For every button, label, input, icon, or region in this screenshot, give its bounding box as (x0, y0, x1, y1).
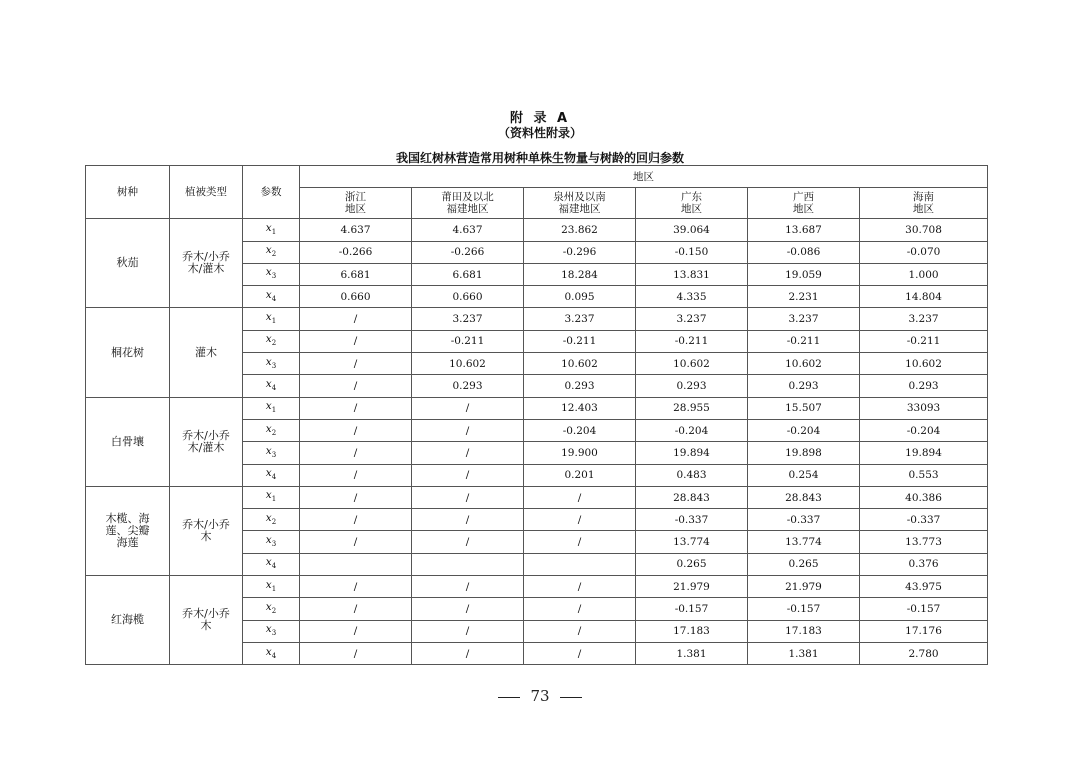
parameter-index: 2 (271, 339, 277, 348)
species-cell (86, 576, 170, 665)
value-cell: 40.386 (860, 486, 988, 508)
header-region-1 (412, 188, 524, 219)
vegetation-type: 乔木/小乔木/灌木 (182, 250, 230, 276)
region-name-line2: 地区 (345, 203, 366, 216)
value-cell: 12.403 (524, 397, 636, 419)
value-cell: 0.660 (412, 286, 524, 308)
parameter-cell (243, 553, 300, 575)
value-cell: 19.900 (524, 442, 636, 464)
vegetation-type-cell (170, 308, 243, 397)
value-cell: -0.211 (412, 330, 524, 352)
value-cell: / (300, 509, 412, 531)
value-cell: 1.000 (860, 263, 988, 285)
region-name-line2: 福建地区 (558, 203, 601, 216)
table-title: 我国红树林营造常用树种单株生物量与树龄的回归参数 (395, 151, 684, 165)
parameter-symbol: x (265, 333, 272, 346)
value-cell: 0.265 (748, 553, 860, 575)
parameter-symbol: x (265, 444, 272, 457)
parameter-cell (243, 576, 300, 598)
parameter-index: 4 (271, 384, 277, 393)
value-cell: / (412, 620, 524, 642)
region-name-line1: 广东 (681, 191, 702, 204)
value-cell: -0.266 (412, 241, 524, 263)
value-cell: 6.681 (300, 263, 412, 285)
species-cell (86, 486, 170, 575)
value-cell (412, 553, 524, 575)
vegetation-type: 乔木/小乔木 (182, 517, 230, 543)
value-cell: 3.237 (412, 308, 524, 330)
value-cell: / (412, 509, 524, 531)
value-cell: 3.237 (524, 308, 636, 330)
parameter-cell (243, 620, 300, 642)
header-species: 树种 (86, 166, 170, 219)
parameter-index: 4 (271, 651, 277, 660)
value-cell: / (412, 576, 524, 598)
value-cell: -0.157 (636, 598, 748, 620)
parameter-symbol: x (265, 645, 272, 658)
value-cell: -0.211 (524, 330, 636, 352)
header-region-4 (748, 188, 860, 219)
parameter-index: 3 (271, 450, 277, 459)
table-row (86, 486, 988, 508)
value-cell: 2.231 (748, 286, 860, 308)
parameter-symbol: x (265, 556, 272, 569)
vegetation-type: 乔木/小乔木 (182, 607, 230, 633)
parameter-index: 4 (271, 294, 277, 303)
parameter-cell (243, 330, 300, 352)
value-cell: 4.637 (300, 219, 412, 241)
value-cell: 10.602 (748, 353, 860, 375)
value-cell: 3.237 (636, 308, 748, 330)
value-cell: 10.602 (524, 353, 636, 375)
value-cell: 0.254 (748, 464, 860, 486)
parameter-cell (243, 308, 300, 330)
species-cell (86, 308, 170, 397)
species-cell (86, 397, 170, 486)
region-name-line1: 泉州及以南 (553, 191, 606, 204)
parameter-symbol: x (265, 311, 272, 324)
region-name-line2: 地区 (793, 203, 814, 216)
value-cell: 10.602 (860, 353, 988, 375)
value-cell: 39.064 (636, 219, 748, 241)
value-cell: -0.337 (748, 509, 860, 531)
parameter-symbol: x (265, 377, 272, 390)
value-cell: 4.335 (636, 286, 748, 308)
value-cell: / (412, 598, 524, 620)
value-cell: 3.237 (860, 308, 988, 330)
value-cell: 4.637 (412, 219, 524, 241)
value-cell: / (300, 330, 412, 352)
value-cell: -0.070 (860, 241, 988, 263)
parameter-symbol: x (265, 489, 272, 502)
value-cell: / (412, 642, 524, 664)
value-cell: / (300, 308, 412, 330)
value-cell: / (412, 442, 524, 464)
value-cell (524, 553, 636, 575)
parameter-symbol: x (265, 221, 272, 234)
parameter-cell (243, 598, 300, 620)
value-cell: -0.204 (636, 419, 748, 441)
value-cell: / (524, 598, 636, 620)
value-cell: 0.483 (636, 464, 748, 486)
value-cell: 13.774 (748, 531, 860, 553)
value-cell: 23.862 (524, 219, 636, 241)
value-cell: / (300, 419, 412, 441)
value-cell: 33093 (860, 397, 988, 419)
value-cell: 13.774 (636, 531, 748, 553)
value-cell: 21.979 (636, 576, 748, 598)
value-cell: 0.553 (860, 464, 988, 486)
species-name: 白骨壤 (111, 434, 144, 448)
header-region-5 (860, 188, 988, 219)
value-cell: / (412, 397, 524, 419)
header-region-0 (300, 188, 412, 219)
header-region-2 (524, 188, 636, 219)
value-cell (300, 553, 412, 575)
region-name-line2: 地区 (681, 203, 702, 216)
appendix-subtitle: （资料性附录） (497, 126, 582, 140)
table-row (86, 397, 988, 419)
parameter-index: 3 (271, 361, 277, 370)
header-parameter: 参数 (243, 166, 300, 219)
parameter-index: 4 (271, 473, 277, 482)
value-cell: 28.843 (636, 486, 748, 508)
value-cell: 13.687 (748, 219, 860, 241)
vegetation-type-cell (170, 219, 243, 308)
parameter-cell (243, 263, 300, 285)
parameter-index: 2 (271, 517, 277, 526)
page-number: 73 (530, 687, 550, 705)
footer-dash-right (560, 697, 582, 698)
species-name: 红海榄 (111, 613, 144, 627)
value-cell: 0.293 (636, 375, 748, 397)
value-cell: / (412, 531, 524, 553)
header-vegetation-type: 植被类型 (170, 166, 243, 219)
value-cell: 43.975 (860, 576, 988, 598)
value-cell: -0.296 (524, 241, 636, 263)
region-name-line2: 地区 (913, 203, 935, 216)
region-name-line2: 福建地区 (446, 203, 489, 216)
vegetation-type: 乔木/小乔木/灌木 (182, 428, 230, 454)
parameter-cell (243, 509, 300, 531)
value-cell: 10.602 (636, 353, 748, 375)
parameter-index: 3 (271, 272, 277, 281)
value-cell: / (300, 598, 412, 620)
parameter-index: 1 (271, 584, 277, 593)
value-cell: -0.211 (748, 330, 860, 352)
value-cell: 2.780 (860, 642, 988, 664)
value-cell: 0.376 (860, 553, 988, 575)
value-cell: -0.204 (860, 419, 988, 441)
value-cell: -0.211 (636, 330, 748, 352)
value-cell: 0.265 (636, 553, 748, 575)
parameter-symbol: x (265, 422, 272, 435)
parameter-cell (243, 353, 300, 375)
value-cell: -0.337 (860, 509, 988, 531)
value-cell: / (412, 464, 524, 486)
value-cell: 13.831 (636, 263, 748, 285)
appendix-title: 附 录 A (509, 111, 571, 126)
value-cell: 0.201 (524, 464, 636, 486)
parameter-symbol: x (265, 355, 272, 368)
vegetation-type-cell (170, 576, 243, 665)
value-cell: -0.266 (300, 241, 412, 263)
parameter-index: 2 (271, 428, 277, 437)
value-cell: 17.183 (636, 620, 748, 642)
parameter-symbol: x (265, 467, 272, 480)
header-region: 地区 (300, 166, 988, 188)
parameter-symbol: x (265, 244, 272, 257)
value-cell: / (300, 464, 412, 486)
parameter-symbol: x (265, 266, 272, 279)
value-cell: 28.843 (748, 486, 860, 508)
parameter-cell (243, 642, 300, 664)
value-cell: / (300, 620, 412, 642)
parameter-symbol: x (265, 534, 272, 547)
value-cell: -0.086 (748, 241, 860, 263)
parameter-cell (243, 219, 300, 241)
parameter-index: 4 (271, 562, 277, 571)
parameter-index: 2 (271, 607, 277, 616)
parameter-symbol: x (265, 511, 272, 524)
parameter-cell (243, 375, 300, 397)
parameter-index: 3 (271, 629, 277, 638)
value-cell: 17.176 (860, 620, 988, 642)
value-cell: / (300, 397, 412, 419)
parameter-index: 2 (271, 250, 277, 259)
value-cell: / (412, 419, 524, 441)
value-cell: 21.979 (748, 576, 860, 598)
species-name: 木榄、海莲、尖瓣海莲 (105, 511, 150, 549)
value-cell: 1.381 (636, 642, 748, 664)
parameter-cell (243, 397, 300, 419)
value-cell: 1.381 (748, 642, 860, 664)
value-cell: -0.204 (748, 419, 860, 441)
region-name-line1: 海南 (913, 191, 935, 204)
vegetation-type: 灌木 (195, 345, 217, 359)
header-region-3 (636, 188, 748, 219)
parameter-index: 1 (271, 406, 277, 415)
value-cell: / (524, 620, 636, 642)
value-cell: / (300, 353, 412, 375)
value-cell: 13.773 (860, 531, 988, 553)
value-cell: / (300, 442, 412, 464)
value-cell: / (524, 576, 636, 598)
value-cell: 14.804 (860, 286, 988, 308)
value-cell: 17.183 (748, 620, 860, 642)
value-cell: / (300, 642, 412, 664)
parameter-symbol: x (265, 623, 272, 636)
value-cell: / (412, 486, 524, 508)
value-cell: -0.204 (524, 419, 636, 441)
value-cell: -0.337 (636, 509, 748, 531)
parameter-cell (243, 419, 300, 441)
value-cell: 19.894 (636, 442, 748, 464)
value-cell: 15.507 (748, 397, 860, 419)
value-cell: 0.293 (524, 375, 636, 397)
value-cell: -0.157 (860, 598, 988, 620)
footer-dash-left (498, 697, 520, 698)
value-cell: / (524, 509, 636, 531)
value-cell: / (300, 375, 412, 397)
region-name-line1: 浙江 (345, 191, 366, 204)
parameter-symbol: x (265, 288, 272, 301)
value-cell: 0.293 (412, 375, 524, 397)
parameter-symbol: x (265, 600, 272, 613)
value-cell: 30.708 (860, 219, 988, 241)
table-row (86, 576, 988, 598)
value-cell: 0.095 (524, 286, 636, 308)
value-cell: 0.293 (748, 375, 860, 397)
parameter-index: 1 (271, 227, 277, 236)
value-cell: 19.059 (748, 263, 860, 285)
parameter-cell (243, 286, 300, 308)
value-cell: / (524, 531, 636, 553)
parameter-index: 1 (271, 317, 277, 326)
value-cell: -0.157 (748, 598, 860, 620)
value-cell: 28.955 (636, 397, 748, 419)
parameter-index: 3 (271, 540, 277, 549)
value-cell: / (524, 486, 636, 508)
table-body (86, 219, 988, 665)
regression-parameter-table (85, 165, 988, 665)
table-row (86, 308, 988, 330)
value-cell: 0.660 (300, 286, 412, 308)
value-cell: / (300, 531, 412, 553)
region-name-line1: 广西 (793, 191, 814, 204)
table-row (86, 219, 988, 241)
parameter-cell (243, 241, 300, 263)
parameter-symbol: x (265, 578, 272, 591)
value-cell: 18.284 (524, 263, 636, 285)
parameter-cell (243, 442, 300, 464)
value-cell: / (300, 486, 412, 508)
parameter-cell (243, 486, 300, 508)
parameter-cell (243, 531, 300, 553)
region-name-line1: 莆田及以北 (441, 191, 494, 204)
species-name: 秋茄 (116, 256, 139, 270)
value-cell: 0.293 (860, 375, 988, 397)
species-name: 桐花树 (111, 345, 144, 359)
vegetation-type-cell (170, 486, 243, 575)
species-cell (86, 219, 170, 308)
vegetation-type-cell (170, 397, 243, 486)
value-cell: / (300, 576, 412, 598)
value-cell: / (524, 642, 636, 664)
value-cell: 6.681 (412, 263, 524, 285)
parameter-index: 1 (271, 495, 277, 504)
value-cell: 10.602 (412, 353, 524, 375)
page-footer (0, 687, 1080, 705)
value-cell: -0.211 (860, 330, 988, 352)
value-cell: 3.237 (748, 308, 860, 330)
value-cell: -0.150 (636, 241, 748, 263)
parameter-cell (243, 464, 300, 486)
value-cell: 19.894 (860, 442, 988, 464)
parameter-symbol: x (265, 400, 272, 413)
value-cell: 19.898 (748, 442, 860, 464)
